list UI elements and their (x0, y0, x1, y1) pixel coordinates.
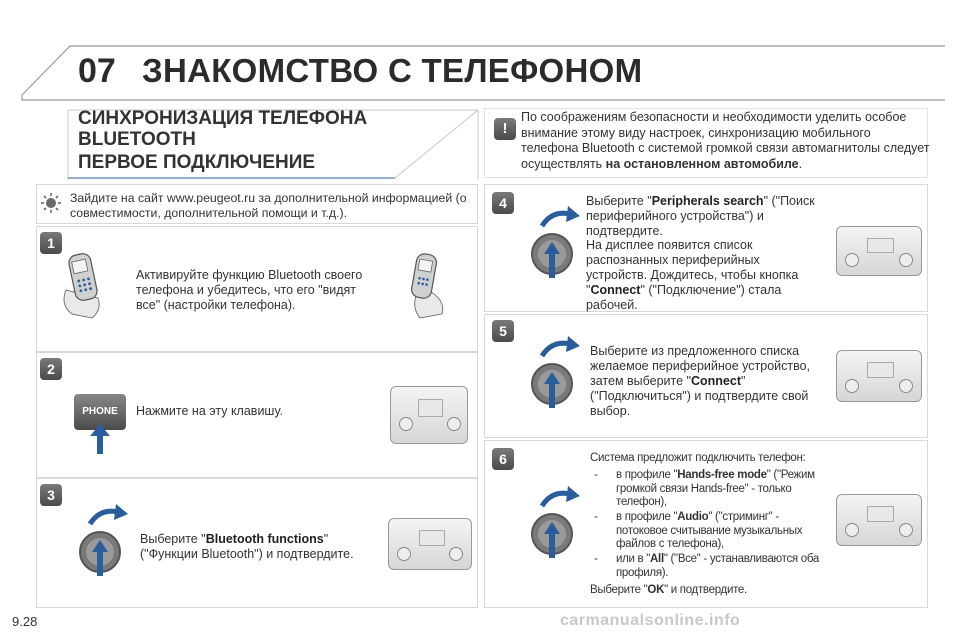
bullet-dash: - (594, 511, 598, 523)
step-5-text: Выберите из предложенного списка желаемое периферийное устройство, затем выберите "Connect" ("Подключиться") и подтвердите свой выбор. (590, 344, 811, 418)
step-4-badge: 4 (492, 192, 514, 214)
section-subtitle: ПЕРВОЕ ПОДКЛЮЧЕНИЕ (78, 152, 316, 173)
step-4-text-2: На дисплее появится список распознанных периферийных устройств. Дождитесь, чтобы кнопка "Connect" ("Подключение") стала рабочей. (586, 238, 799, 312)
radio-unit-6 (836, 494, 922, 546)
rotary-knob-icon (72, 502, 132, 582)
arrow-up-icon (90, 424, 110, 454)
page-number: 9.28 (12, 614, 38, 629)
step-3-badge: 3 (40, 484, 62, 506)
radio-unit-5 (836, 350, 922, 402)
rotary-knob-icon (524, 204, 584, 284)
step-6-bullet-3: или в "All" ("Все" - устанавливаются оба профиля). (616, 553, 819, 579)
rotary-knob-icon (524, 334, 584, 414)
step-6-intro: Система предложит подключить телефон: (590, 452, 806, 464)
section-title: СИНХРОНИЗАЦИЯ ТЕЛЕФОНА BLUETOOTH (78, 108, 368, 150)
step-2-text: Нажмите на эту клавишу. (136, 404, 283, 418)
step-6-bullet-2: в профиле "Audio" ("стриминг" - потоковое считывание музыкальных файлов с телефона), (616, 511, 803, 550)
step-5-badge: 5 (492, 320, 514, 342)
step-1-badge: 1 (40, 232, 62, 254)
info-text: Зайдите на сайт www.peugeot.ru за дополнительной информацией (о совместимости, дополнительной помощи и т.д.). (70, 191, 467, 220)
bullet-dash: - (594, 553, 598, 565)
warning-text: По соображениям безопасности и необходимости уделить особое внимание этому виду настроек, синхронизацию мобильного телефона Bluetooth с системой громкой связи автомагнитолы следует осуществлять на остановленном автомобиле. (521, 110, 930, 171)
radio-unit-4 (836, 226, 922, 276)
rotary-knob-icon (524, 484, 584, 564)
phone-hand-icon (58, 250, 118, 320)
step-6-badge: 6 (492, 448, 514, 470)
radio-unit-3 (388, 518, 472, 570)
step-6-end: Выберите "OK" и подтвердите. (590, 584, 747, 596)
bullet-dash: - (594, 469, 598, 481)
phone-hand-icon-2 (398, 250, 458, 320)
chapter-title: ЗНАКОМСТВО С ТЕЛЕФОНОМ (142, 52, 643, 89)
step-3-text: Выберите "Bluetooth functions" ("Функции Bluetooth") и подтвердите. (140, 532, 354, 561)
lamp-icon (40, 192, 62, 214)
phone-key[interactable]: PHONE (74, 394, 126, 430)
warning-icon: ! (494, 118, 516, 140)
step-6-bullet-1: в профиле "Hands-free mode" ("Режим громкой связи Hands-free" - только телефон), (616, 469, 815, 508)
step-4-text: Выберите "Peripherals search" ("Поиск периферийного устройства") и подтвердите. (586, 194, 815, 238)
step-2-badge: 2 (40, 358, 62, 380)
step-1-text: Активируйте функцию Bluetooth своего телефона и убедитесь, что его "видят все" (настройки телефона). (136, 268, 363, 312)
radio-unit-2 (390, 386, 468, 444)
chapter-number: 07 (78, 52, 116, 90)
watermark: carmanualsonline.info (560, 612, 741, 629)
